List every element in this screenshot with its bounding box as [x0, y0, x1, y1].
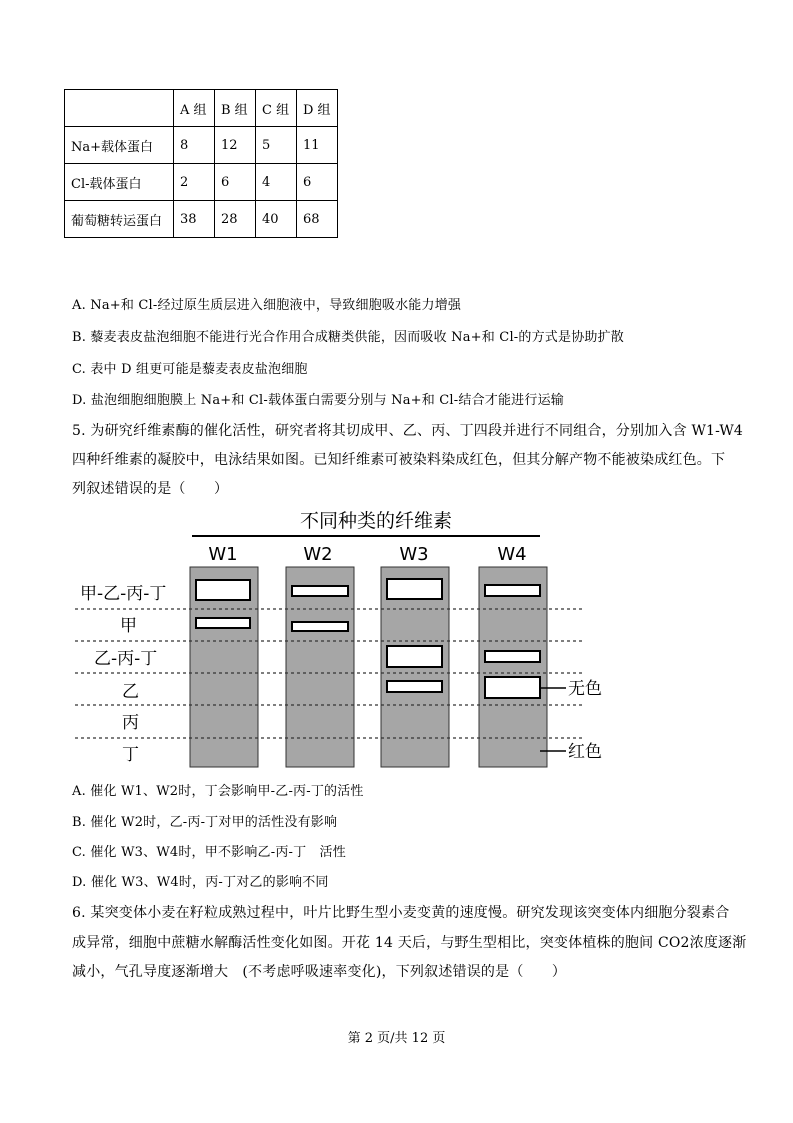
q5-stem-line3: 列叙述错误的是（ ） [72, 481, 229, 497]
table-header-row [65, 90, 338, 127]
table-cell: 4 [256, 164, 297, 201]
legend-colorless: 无色 [568, 679, 602, 699]
q4-option-b: B. 藜麦表皮盐泡细胞不能进行光合作用合成糖类供能，因而吸收 Na+和 Cl-的方式是协助扩散 [72, 330, 624, 345]
table-cell: 6 [297, 164, 338, 201]
transport-protein-table [64, 89, 338, 238]
q5-option-d: D. 催化 W3、W4时，丙-丁对乙的影响不同 [72, 875, 329, 890]
table-cell: 28 [215, 201, 256, 238]
table-row [65, 164, 338, 201]
column-labels [208, 544, 526, 565]
row-label: Na+载体蛋白 [65, 127, 174, 164]
row-label: Cl-载体蛋白 [65, 164, 174, 201]
column-label-w3: W3 [399, 544, 429, 565]
q6-stem-line2: 成异常，细胞中蔗糖水解酶活性变化如图。开花 14 天后，与野生型相比，突变体植株的胞间 CO2浓度逐渐 [72, 935, 747, 951]
row-label-bing: 丙 [122, 713, 139, 733]
row-label-jia: 甲 [120, 616, 137, 636]
band-w3-full [387, 579, 442, 599]
band-w2-full [292, 586, 348, 596]
band-w1-full [196, 580, 250, 600]
q5-option-a: A. 催化 W1、W2时，丁会影响甲-乙-丙-丁的活性 [72, 784, 364, 799]
q4-option-a: A. Na+和 Cl-经过原生质层进入细胞液中，导致细胞吸水能力增强 [72, 298, 462, 313]
q4-option-d: D. 盐泡细胞细胞膜上 Na+和 Cl-载体蛋白需要分别与 Na+和 Cl-结合才能进行运输 [72, 393, 564, 408]
table-row [65, 127, 338, 164]
table-cell: 38 [174, 201, 215, 238]
q6-stem-line3: 减小，气孔导度逐渐增大 (不考虑呼吸速率变化)，下列叙述错误的是（ ） [72, 964, 567, 980]
q5-option-b: B. 催化 W2时，乙-丙-丁对甲的活性没有影响 [72, 815, 338, 830]
table-cell: 5 [256, 127, 297, 164]
table-cell: 12 [215, 127, 256, 164]
q5-option-c: C. 催化 W3、W4时，甲不影响乙-丙-丁 活性 [72, 845, 346, 860]
band-w4-yi [485, 677, 540, 698]
row-label-yibingding: 乙-丙-丁 [94, 649, 158, 669]
table-cell: 2 [174, 164, 215, 201]
table-header-cell: C 组 [256, 90, 297, 127]
column-label-w1: W1 [208, 544, 238, 565]
table-cell: 6 [215, 164, 256, 201]
band-w4-full [485, 585, 540, 596]
band-w3-yibingding [387, 646, 442, 667]
band-w1-jia [196, 618, 250, 628]
page-footer: 第 2 页/共 12 页 [347, 1031, 446, 1046]
electrophoresis-figure [0, 500, 793, 775]
band-w3-yi [387, 681, 442, 692]
column-label-w4: W4 [497, 544, 527, 565]
q6-stem-line1: 6. 某突变体小麦在籽粒成熟过程中，叶片比野生型小麦变黄的速度慢。研究发现该突变体内细胞分裂素合 [72, 905, 730, 921]
band-w4-yibingding [485, 651, 540, 662]
column-label-w2: W2 [303, 544, 333, 565]
table-cell: 68 [297, 201, 338, 238]
q5-stem-line2: 四种纤维素的凝胶中，电泳结果如图。已知纤维素可被染料染成红色，但其分解产物不能被染成红色。下 [72, 452, 726, 468]
figure-title: 不同种类的纤维素 [299, 510, 453, 532]
table-header-cell [65, 90, 174, 127]
table-cell: 8 [174, 127, 215, 164]
band-w2-jia [292, 622, 348, 631]
table-header-cell: D 组 [297, 90, 338, 127]
table-cell: 11 [297, 127, 338, 164]
row-label-jiayibingding: 甲-乙-丙-丁 [80, 584, 167, 604]
table-header-cell: B 组 [215, 90, 256, 127]
table-row [65, 201, 338, 238]
q5-stem-line1: 5. 为研究纤维素酶的催化活性，研究者将其切成甲、乙、丙、丁四段并进行不同组合，分别加入含 W1-W4 [72, 423, 744, 439]
row-label-yi: 乙 [122, 682, 139, 702]
legend-red: 红色 [568, 742, 602, 762]
q4-option-c: C. 表中 D 组更可能是藜麦表皮盐泡细胞 [72, 362, 308, 377]
table-cell: 40 [256, 201, 297, 238]
row-label: 葡萄糖转运蛋白 [65, 201, 174, 238]
table-header-cell: A 组 [174, 90, 215, 127]
row-label-ding: 丁 [122, 745, 139, 765]
